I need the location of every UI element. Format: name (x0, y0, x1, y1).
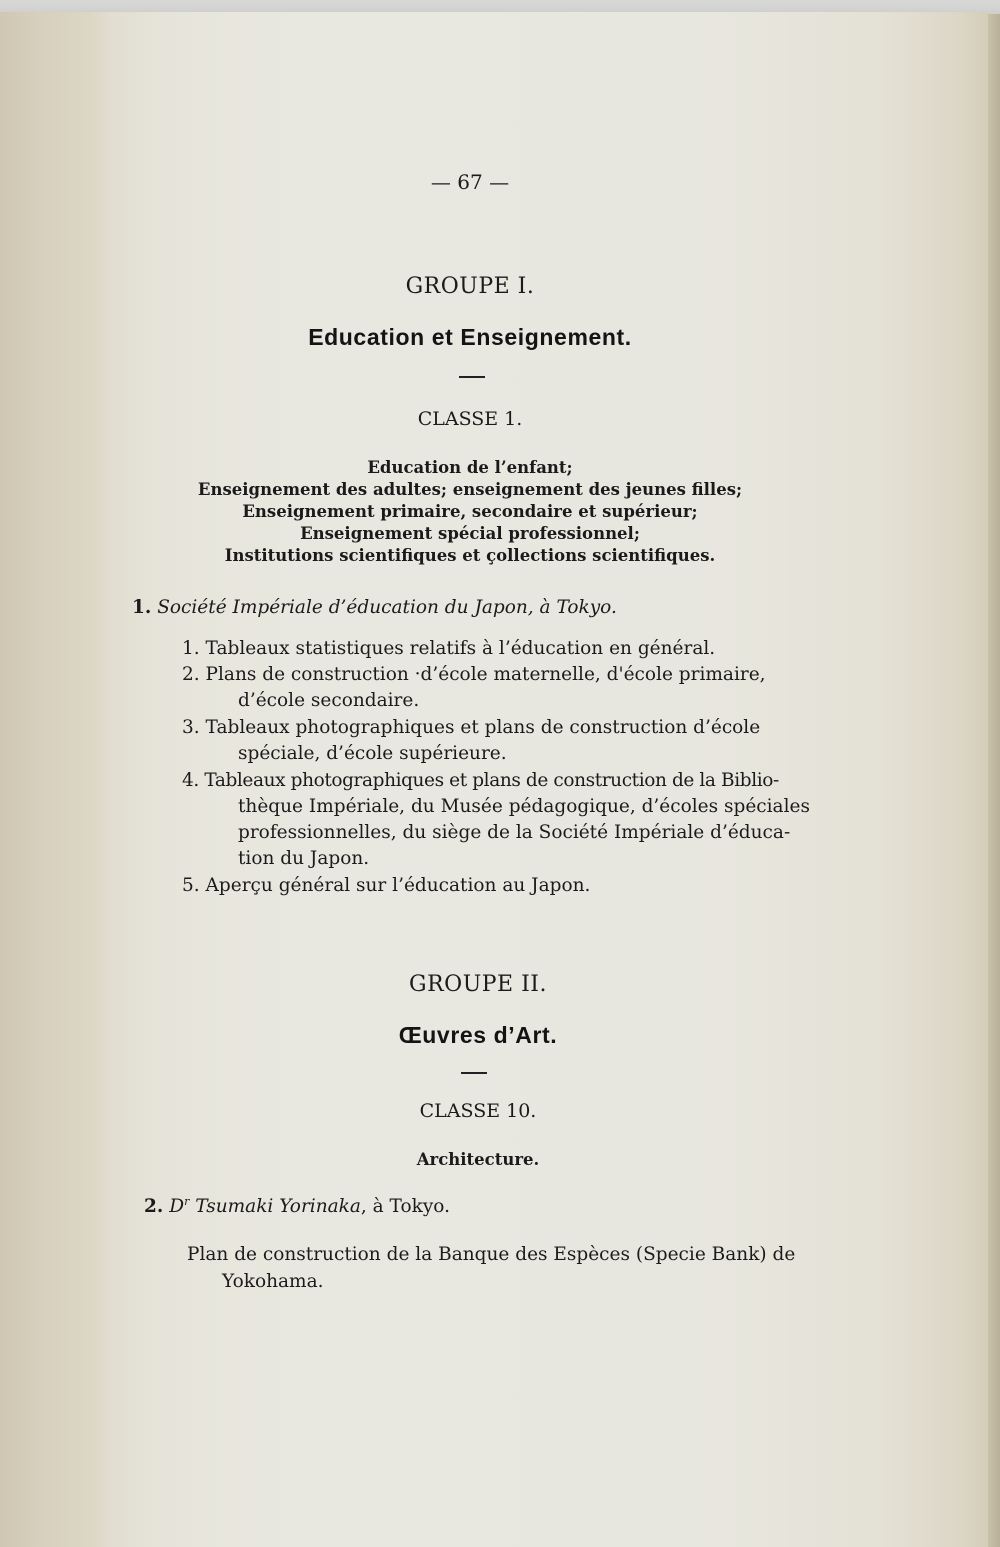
subject-line: Education de l’enfant; (367, 458, 573, 477)
subject-line: Institutions scientifiques et çollections scientifiques. (224, 546, 716, 565)
item-text-continued: professionnelles, du siège de la Société Impériale d’éduca- (238, 822, 791, 843)
item-text: Tableaux photographiques et plans de construction d’école (205, 717, 761, 738)
book-page (0, 12, 988, 1547)
item-text: Tableaux photographiques et plans de construction de la Biblio- (204, 770, 779, 791)
group-title-1: Education et Enseignement. (308, 324, 632, 350)
subject-line: Enseignement des adultes; enseignement des jeunes filles; (197, 480, 743, 499)
exhibit-item (182, 715, 760, 741)
exhibitor-place: , à Tokyo. (360, 1196, 450, 1217)
item-number: 4. (182, 770, 199, 791)
group-title-2: Œuvres d’Art. (398, 1022, 558, 1048)
item-text-continued: d’école secondaire. (238, 690, 420, 711)
class-subject: Architecture. (416, 1150, 540, 1169)
exhibitor-name: Société Impériale d’éducation du Japon, à Tokyo. (157, 597, 617, 618)
exhibit-item (182, 662, 766, 688)
divider-rule (461, 1072, 487, 1074)
title-superscript: r (184, 1195, 190, 1208)
group-heading-2: GROUPE II. (409, 972, 547, 997)
entry-number: 2. (144, 1196, 164, 1217)
exhibitor-title (169, 1196, 189, 1217)
exhibitor-entry-1 (132, 597, 617, 618)
class-subjects (0, 457, 940, 567)
exhibit-item (182, 873, 590, 899)
exhibitor-name: Tsumaki Yorinaka (195, 1196, 361, 1217)
subject-line: Enseignement spécial professionnel; (300, 524, 640, 543)
exhibit-item (182, 636, 715, 662)
title-prefix: D (169, 1196, 185, 1217)
subject-line: Enseignement primaire, secondaire et supérieur; (242, 502, 698, 521)
item-text-continued: tion du Japon. (238, 848, 370, 869)
item-number: 3. (182, 717, 200, 738)
class-heading-10: CLASSE 10. (419, 1100, 537, 1122)
class-heading-1: CLASSE 1. (417, 408, 523, 430)
item-text: Aperçu général sur l’éducation au Japon. (205, 875, 591, 896)
exhibit-item: Plan de construction de la Banque des Espèces (Specie Bank) de (187, 1244, 796, 1265)
page-number: — 67 — (430, 170, 510, 194)
item-text: Plans de construction ·d’école maternelle, d'école primaire, (205, 664, 766, 685)
item-number: 2. (182, 664, 200, 685)
exhibit-item (182, 768, 779, 794)
item-number: 1. (182, 638, 200, 659)
group-heading-1: GROUPE I. (405, 274, 535, 299)
item-text: Tableaux statistiques relatifs à l’éducation en général. (205, 638, 716, 659)
item-text-continued: spéciale, d’école supérieure. (238, 743, 507, 764)
item-text-continued: thèque Impériale, du Musée pédagogique, d’écoles spéciales (238, 796, 810, 817)
item-text-continued: Yokohama. (222, 1271, 324, 1292)
divider-rule (459, 376, 485, 378)
exhibitor-entry-2 (144, 1195, 450, 1217)
page-edge (988, 14, 1000, 1547)
item-number: 5. (182, 875, 200, 896)
entry-number: 1. (132, 597, 152, 618)
